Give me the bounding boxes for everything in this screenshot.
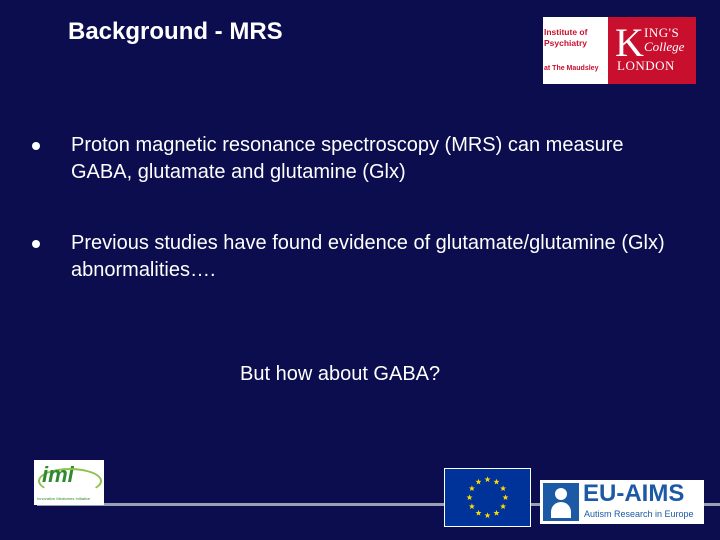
eu-aims-title: EU-AIMS [583, 480, 685, 507]
person-icon [543, 483, 579, 521]
eu-star-icon [484, 512, 490, 518]
eu-star-icon [502, 494, 508, 500]
imi-small-text: Innovative Medicines Initiative [37, 496, 91, 501]
eu-aims-subtitle: Autism Research in Europe [584, 509, 694, 519]
question-text: But how about GABA? [240, 363, 441, 385]
bullet-dot-icon [32, 240, 40, 248]
iop-line-1: Institute of [544, 27, 588, 37]
kcl-line-1: ING'S [644, 25, 680, 40]
eu-star-icon [466, 494, 472, 500]
kcl-logo [608, 17, 696, 84]
kings-college-logo [543, 17, 696, 84]
bullet-dot-icon [32, 142, 40, 150]
kcl-k: K [615, 20, 644, 65]
bullet-text: Proton magnetic resonance spectroscopy (MRS) can measure GABA, glutamate and glutamine (Glx) [71, 134, 624, 183]
eu-stars [445, 469, 530, 526]
eu-star-icon [493, 479, 499, 485]
eu-star-icon [475, 510, 481, 516]
imi-mark: imi [42, 462, 74, 487]
iop-line-2: Psychiatry [544, 38, 587, 48]
eu-star-icon [469, 503, 475, 509]
slide-title: Background - MRS [68, 18, 283, 45]
bullet-text: Previous studies have found evidence of glutamate/glutamine (Glx) abnormalities…. [71, 232, 665, 281]
institute-of-psychiatry-logo [543, 17, 608, 84]
eu-star-icon [469, 485, 475, 491]
iop-line-3: at The Maudsley [544, 65, 599, 72]
eu-aims-logo [540, 480, 704, 524]
kcl-line-3: LONDON [617, 58, 675, 73]
kcl-line-2: College [644, 39, 685, 54]
eu-star-icon [493, 510, 499, 516]
eu-star-icon [484, 476, 490, 482]
eu-star-icon [500, 485, 506, 491]
imi-logo [34, 460, 104, 505]
eu-star-icon [500, 503, 506, 509]
eu-flag-icon [444, 468, 531, 527]
eu-star-icon [475, 479, 481, 485]
